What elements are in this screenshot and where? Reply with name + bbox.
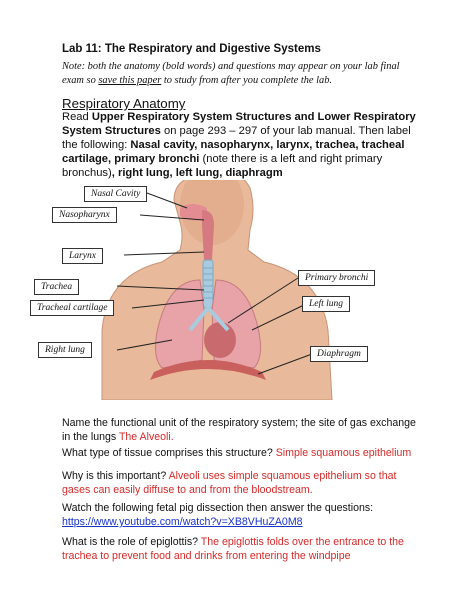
- label-tracheal-cartilage: Tracheal cartilage: [30, 300, 114, 316]
- question-text: Name the functional unit of the respiratory system; the site of gas exchange in the lungs: [62, 417, 416, 443]
- video-link[interactable]: https://www.youtube.com/watch?v=XB8VHuZA0M8: [62, 516, 303, 528]
- label-left-lung: Left lung: [302, 296, 350, 312]
- trachea-shape: [203, 260, 213, 308]
- intro-paren: (note there is a left and right primary bronchus): [62, 153, 383, 179]
- intro-read: Read: [62, 111, 92, 123]
- question-text: What type of tissue comprises this structure?: [62, 447, 276, 459]
- note-prefix: Note: both the anatomy (bold words) and questions may appear on your lab final exam so: [62, 61, 400, 86]
- intro-paragraph: [62, 110, 422, 180]
- respiratory-figure: [37, 180, 412, 400]
- label-diaphragm: Diaphragm: [310, 346, 368, 362]
- question-text: Why is this important?: [62, 470, 169, 482]
- intro-mid: on page 293 – 297 of your lab manual. Then label the following:: [62, 125, 411, 151]
- label-larynx: Larynx: [62, 248, 103, 264]
- question-text: What is the role of epiglottis?: [62, 536, 201, 548]
- intro-bold-lungs: , right lung, left lung, diaphragm: [111, 167, 283, 179]
- question-functional-unit: [62, 416, 422, 444]
- section-heading: Respiratory Anatomy: [62, 96, 186, 111]
- label-trachea: Trachea: [34, 279, 79, 295]
- note-underlined: save this paper: [98, 75, 162, 86]
- answer-text: Alveoli uses simple squamous epithelium so that gases can easily diffuse to and from the bloodstream.: [62, 470, 397, 496]
- heart-shape: [204, 322, 236, 358]
- exam-note: [62, 60, 422, 88]
- question-tissue-type: [62, 446, 422, 460]
- question-text: Watch the following fetal pig dissection then answer the questions:: [62, 502, 374, 514]
- question-fetal-pig: [62, 501, 422, 529]
- answer-text: The Alveoli.: [118, 431, 174, 443]
- label-nasal-cavity: Nasal Cavity: [84, 186, 147, 202]
- answer-text: Simple squamous epithelium: [275, 447, 412, 459]
- label-nasopharynx: Nasopharynx: [52, 207, 117, 223]
- label-primary-bronchi: Primary bronchi: [298, 270, 375, 286]
- question-importance: [62, 469, 422, 497]
- note-suffix: to study from after you complete the lab.: [161, 75, 333, 86]
- question-epiglottis: [62, 535, 422, 563]
- page-title: Lab 11: The Respiratory and Digestive Systems: [62, 43, 321, 55]
- intro-bold-list: Nasal cavity, nasopharynx, larynx, trachea, tracheal cartilage, primary bronchi: [62, 139, 405, 165]
- intro-bold-structures: Upper Respiratory System Structures and Lower Respiratory System Structures: [62, 111, 416, 137]
- label-right-lung: Right lung: [38, 342, 92, 358]
- answer-text: The epiglottis folds over the entrance to the trachea to prevent food and drinks from entering the windpipe: [62, 536, 404, 562]
